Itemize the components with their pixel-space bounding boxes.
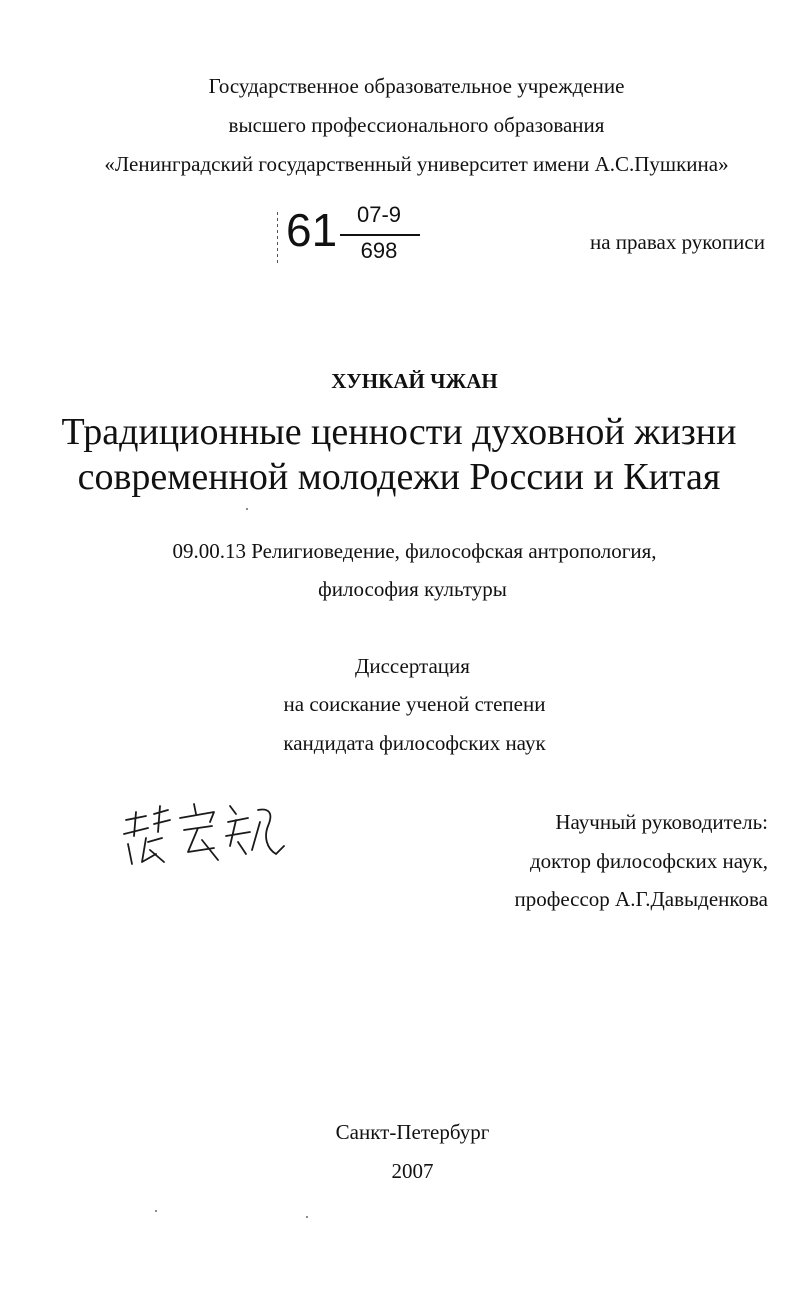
supervisor-label: Научный руководитель:	[555, 810, 768, 834]
degree-line-3: кандидата философских наук	[283, 731, 546, 755]
supervisor-degree: доктор философских наук,	[530, 849, 768, 873]
scan-speck	[155, 1210, 157, 1212]
scan-speck	[306, 1216, 308, 1218]
thesis-title-line-1: Традиционные ценности духовной жизни	[61, 411, 737, 453]
institution-line-1: Государственное образовательное учреждение	[208, 74, 625, 98]
udc-margin-mark	[277, 212, 278, 266]
handwritten-signature	[118, 792, 288, 872]
specialty-line-2: философия культуры	[318, 577, 507, 601]
institution-line-3: «Ленинградский государственный университет имени А.С.Пушкина»	[104, 152, 729, 176]
footer-year: 2007	[391, 1159, 434, 1183]
institution-line-2: высшего профессионального образования	[228, 113, 605, 137]
degree-line-2: на соискание ученой степени	[283, 692, 546, 716]
author-name: ХУНКАЙ ЧЖАН	[331, 369, 498, 393]
supervisor-name: профессор А.Г.Давыденкова	[514, 887, 768, 911]
udc-fraction-rule	[340, 234, 420, 236]
scan-speck	[246, 508, 248, 510]
specialty-line-1: 09.00.13 Религиоведение, философская антропология,	[172, 539, 657, 563]
udc-denominator: 698	[360, 238, 398, 263]
udc-main-number: 61	[286, 204, 338, 256]
footer-city: Санкт-Петербург	[335, 1120, 490, 1144]
udc-numerator: 07-9	[356, 202, 402, 227]
thesis-title-line-2: современной молодежи России и Китая	[77, 456, 721, 498]
manuscript-note: на правах рукописи	[590, 230, 765, 254]
degree-line-1: Диссертация	[355, 654, 470, 678]
